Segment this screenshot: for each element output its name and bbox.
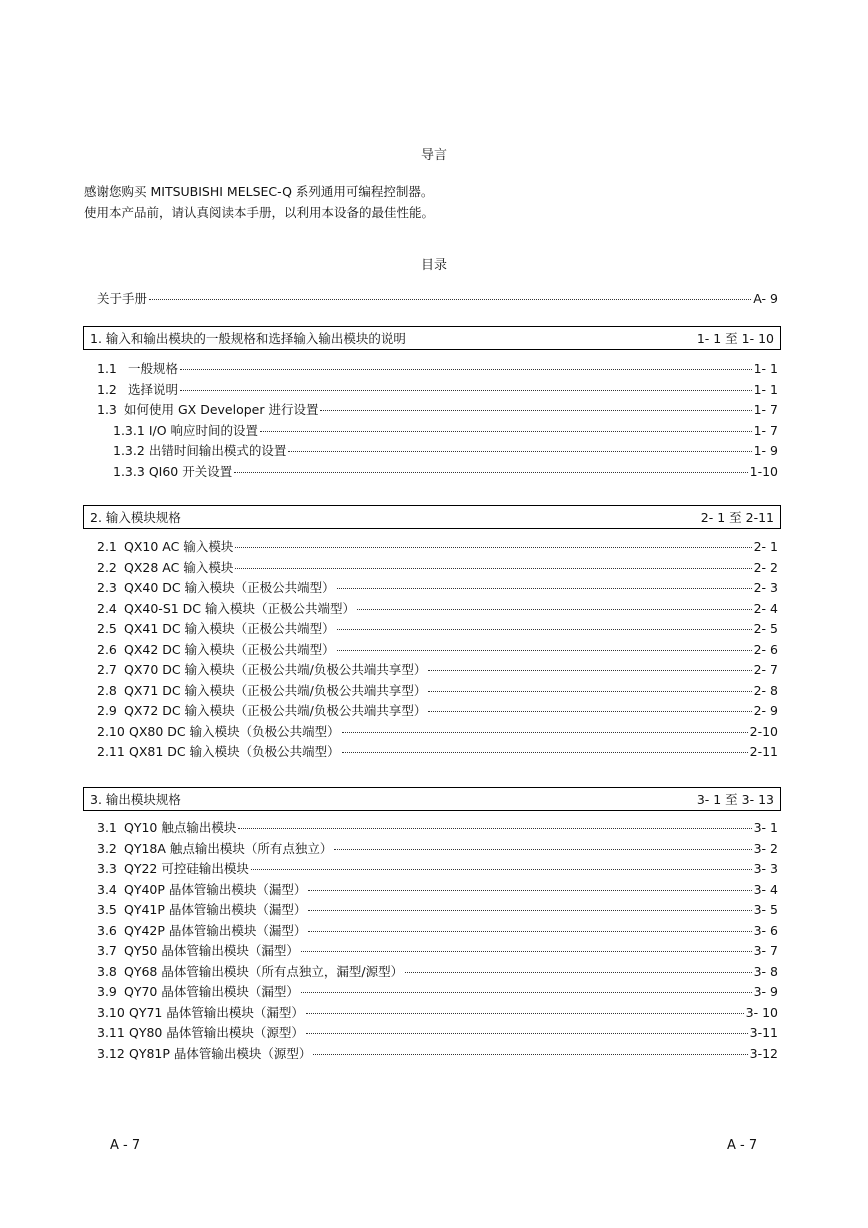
toc-entry[interactable]	[97, 400, 778, 420]
toc-entry-page: 3- 6	[753, 922, 778, 938]
dot-leader	[308, 898, 751, 911]
dot-leader	[320, 398, 751, 411]
dot-leader	[428, 699, 751, 712]
toc-entry-title: QY42P 晶体管输出模块（漏型）	[124, 922, 307, 938]
toc-entry[interactable]	[97, 839, 778, 859]
toc-entry[interactable]	[97, 982, 778, 1002]
toc-entry-title: QY41P 晶体管输出模块（漏型）	[124, 902, 307, 917]
dot-leader	[234, 460, 747, 473]
toc-entry-title: QI60 开关设置	[148, 463, 233, 479]
toc-entry-page: 2- 2	[753, 559, 778, 575]
toc-entry[interactable]	[97, 921, 778, 941]
toc-entry-number: 3.6	[97, 922, 117, 938]
toc-entry-number: 1.2	[97, 381, 117, 397]
toc-entry-page: 3- 10	[745, 1004, 778, 1020]
chapter-title: 1. 输入和输出模块的一般规格和选择输入输出模块的说明	[90, 331, 406, 346]
chapter-page-range: 3- 1 至 3- 13	[696, 792, 774, 807]
dot-leader	[342, 720, 748, 733]
toc-entry[interactable]	[97, 1003, 778, 1023]
toc-entry-page: 2-10	[749, 723, 778, 739]
toc-entry-number: 3.8	[97, 963, 117, 979]
toc-entry[interactable]	[113, 462, 778, 482]
toc-entry-page: 2- 6	[753, 641, 778, 657]
toc-entry-page: 2- 3	[753, 580, 778, 595]
dot-leader	[306, 1001, 744, 1014]
toc-entry-page: 1- 1	[753, 381, 778, 397]
toc-entry-number: 2.5	[97, 621, 117, 636]
toc-entry-page: 3- 9	[753, 984, 778, 999]
toc-entry-number: 1.3	[97, 402, 117, 417]
toc-entry-page: 3- 4	[753, 881, 778, 897]
toc-entry-page: 3- 1	[753, 820, 778, 835]
toc-entry-page: 1- 7	[753, 422, 778, 438]
toc-entry-title: QY71 晶体管输出模块（漏型）	[129, 1004, 304, 1020]
toc-entry-title: QY22 可控硅输出模块	[124, 861, 249, 876]
toc-entry-title: 如何使用 GX Developer 进行设置	[124, 402, 319, 417]
toc-entry-number: 3.4	[97, 881, 117, 897]
toc-entry-page: 3- 3	[753, 861, 778, 876]
toc-entry[interactable]	[97, 818, 778, 838]
toc-entry[interactable]	[97, 1023, 778, 1043]
toc-entry-title: QY40P 晶体管输出模块（漏型）	[124, 881, 307, 897]
toc-entry-title: I/O 响应时间的设置	[148, 422, 259, 438]
chapter-page-range: 1- 1 至 1- 10	[696, 331, 774, 346]
chapter-page-range: 2- 1 至 2-11	[700, 510, 774, 525]
dot-leader	[306, 1021, 748, 1034]
toc-entry[interactable]	[97, 660, 778, 680]
dot-leader	[334, 837, 751, 850]
toc-entry[interactable]	[113, 441, 778, 461]
toc-entry-title: QY81P 晶体管输出模块（源型）	[129, 1045, 312, 1061]
toc-entry-number: 3.7	[97, 943, 117, 958]
toc-entry-number: 2.7	[97, 662, 117, 677]
dot-leader	[235, 535, 751, 548]
toc-entry-title: QX40 DC 输入模块（正极公共端型）	[124, 580, 335, 595]
toc-entry-title: QY70 晶体管输出模块（漏型）	[124, 984, 299, 999]
toc-entry-page: 3- 7	[753, 943, 778, 958]
chapter-title: 3. 输出模块规格	[90, 792, 181, 807]
intro-text	[84, 181, 434, 223]
dot-leader	[313, 1042, 747, 1055]
toc-entry-number: 2.8	[97, 682, 117, 698]
toc-entry-page: 3-11	[749, 1025, 778, 1040]
toc-entry-number: 2.6	[97, 641, 117, 657]
toc-entry-title: QY80 晶体管输出模块（源型）	[129, 1025, 304, 1040]
toc-entry-number: 3.5	[97, 902, 117, 917]
toc-entry[interactable]	[97, 558, 778, 578]
toc-entry-number: 3.2	[97, 840, 117, 856]
toc-entry-title: 选择说明	[124, 381, 178, 397]
dot-leader	[337, 638, 752, 651]
dot-leader	[308, 878, 751, 891]
toc-entry-title: QX41 DC 输入模块（正极公共端型）	[124, 621, 335, 636]
dot-leader	[288, 439, 751, 452]
chapter-heading-2[interactable]	[83, 505, 781, 529]
toc-entry[interactable]	[97, 941, 778, 961]
toc-entry[interactable]	[97, 859, 778, 879]
toc-entry-page: 3- 5	[753, 902, 778, 917]
dot-leader	[357, 597, 752, 610]
dot-leader	[301, 980, 752, 993]
dot-leader	[238, 816, 751, 829]
toc-entry-page: 2- 4	[753, 600, 778, 616]
intro-line-1: 感谢您购买 MITSUBISHI MELSEC-Q 系列通用可编程控制器。	[84, 184, 434, 199]
toc-entry-number: 2.1	[97, 539, 117, 554]
dot-leader	[251, 857, 752, 870]
toc-entry-title: QX72 DC 输入模块（正极公共端/负极公共端共享型）	[124, 703, 427, 718]
toc-entry-title: QX70 DC 输入模块（正极公共端/负极公共端共享型）	[124, 662, 427, 677]
toc-entry[interactable]	[97, 537, 778, 557]
toc-entry[interactable]	[97, 619, 778, 639]
toc-entry-number: 2.9	[97, 703, 117, 718]
footer-page-left: A - 7	[110, 1138, 141, 1153]
toc-entry-title: QX10 AC 输入模块	[124, 539, 234, 554]
toc-entry-number: 1.3.1	[113, 422, 145, 438]
toc-entry-title: 一般规格	[124, 361, 178, 376]
toc-entry-page: 2-11	[749, 744, 778, 759]
dot-leader	[149, 287, 751, 300]
toc-entry-number: 3.11	[97, 1025, 125, 1040]
toc-entry-title: QX81 DC 输入模块（负极公共端型）	[129, 744, 340, 759]
toc-entry-title: QX40-S1 DC 输入模块（正极公共端型）	[124, 600, 356, 616]
footer-page-right: A - 7	[727, 1138, 758, 1153]
toc-entry-title: QY50 晶体管输出模块（漏型）	[124, 943, 299, 958]
dot-leader	[337, 576, 752, 589]
dot-leader	[180, 357, 752, 370]
toc-entry-about-manual[interactable]	[97, 289, 778, 309]
toc-entry-number: 2.10	[97, 723, 125, 739]
toc-entry[interactable]	[97, 900, 778, 920]
toc-entry-title: QX42 DC 输入模块（正极公共端型）	[124, 641, 335, 657]
dot-leader	[428, 658, 751, 671]
toc-entry-page: A- 9	[753, 291, 778, 306]
toc-entry-title: QY18A 触点输出模块（所有点独立）	[124, 840, 333, 856]
toc-entry[interactable]	[97, 742, 778, 762]
toc-entry-title: QY10 触点输出模块	[124, 820, 237, 835]
chapter-title: 2. 输入模块规格	[90, 510, 181, 525]
toc-entry[interactable]	[97, 962, 778, 982]
dot-leader	[428, 679, 751, 692]
toc-entry-page: 2- 1	[753, 539, 778, 554]
toc-entry-title: QX80 DC 输入模块（负极公共端型）	[129, 723, 340, 739]
toc-entry-page: 1- 7	[753, 402, 778, 417]
dot-leader	[260, 419, 752, 432]
toc-entry-number: 2.2	[97, 559, 117, 575]
toc-entry-number: 1.3.2	[113, 443, 145, 458]
toc-entry-page: 2- 7	[753, 662, 778, 677]
toc-entry-page: 2- 9	[753, 703, 778, 718]
toc-entry[interactable]	[97, 380, 778, 400]
toc-entry-title: QY68 晶体管输出模块（所有点独立，漏型/源型）	[124, 963, 404, 979]
toc-entry-page: 2- 8	[753, 682, 778, 698]
dot-leader	[180, 378, 752, 391]
toc-entry[interactable]	[97, 359, 778, 379]
intro-line-2: 使用本产品前，请认真阅读本手册，以利用本设备的最佳性能。	[84, 205, 435, 220]
dot-leader	[405, 960, 752, 973]
dot-leader	[308, 919, 751, 932]
dot-leader	[301, 939, 752, 952]
toc-entry-number: 3.12	[97, 1045, 125, 1061]
toc-entry-number: 2.11	[97, 744, 125, 759]
chapter-heading-1[interactable]	[83, 326, 781, 350]
toc-entry-page: 1- 9	[753, 443, 778, 458]
toc-entry-title: 关于手册	[97, 291, 148, 306]
toc-entry-number: 2.4	[97, 600, 117, 616]
toc-entry[interactable]	[97, 701, 778, 721]
toc-entry-number: 3.3	[97, 861, 117, 876]
toc-entry[interactable]	[97, 681, 778, 701]
chapter-heading-3[interactable]	[83, 787, 781, 811]
toc-entry-number: 3.9	[97, 984, 117, 999]
dot-leader	[235, 556, 751, 569]
toc-entry[interactable]	[97, 640, 778, 660]
toc-entry[interactable]	[97, 599, 778, 619]
toc-entry-title: QX71 DC 输入模块（正极公共端/负极公共端共享型）	[124, 682, 427, 698]
toc-entry-number: 2.3	[97, 580, 117, 595]
toc-entry[interactable]	[97, 1044, 778, 1064]
toc-entry-number: 3.1	[97, 820, 117, 835]
toc-entry-number: 3.10	[97, 1004, 125, 1020]
toc-entry[interactable]	[97, 880, 778, 900]
toc-entry-page: 3- 2	[753, 840, 778, 856]
toc-entry-page: 1-10	[749, 463, 778, 479]
dot-leader	[337, 617, 752, 630]
toc-entry[interactable]	[97, 578, 778, 598]
toc-entry-page: 3-12	[749, 1045, 778, 1061]
toc-entry-number: 1.3.3	[113, 463, 145, 479]
toc-entry-title: 出错时间输出模式的设置	[148, 443, 287, 458]
toc-entry[interactable]	[97, 722, 778, 742]
preface-title: 导言	[420, 148, 447, 163]
toc-entry-page: 2- 5	[753, 621, 778, 636]
toc-title: 目录	[420, 258, 447, 273]
toc-entry-number: 1.1	[97, 361, 117, 376]
toc-entry[interactable]	[113, 421, 778, 441]
toc-entry-page: 1- 1	[753, 361, 778, 376]
dot-leader	[342, 740, 748, 753]
toc-entry-page: 3- 8	[753, 963, 778, 979]
toc-entry-title: QX28 AC 输入模块	[124, 559, 234, 575]
